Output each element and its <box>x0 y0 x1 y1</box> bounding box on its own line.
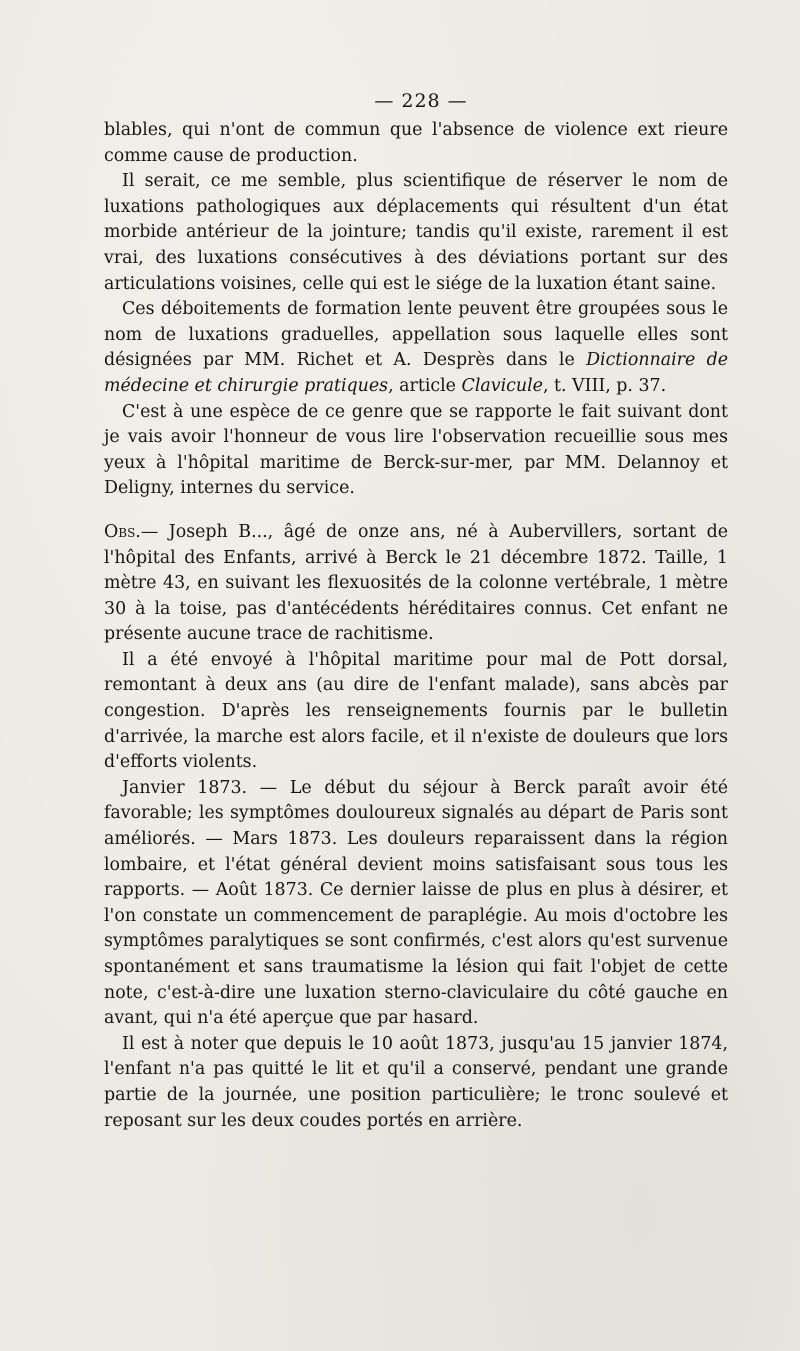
observation-paragraph <box>104 520 728 648</box>
dictionary-title: Dictionnaire de médecine et chirurgie pratiques <box>104 350 728 396</box>
paragraph-7: Janvier 1873. — Le début du séjour à Berck paraît avoir été favorable; les symptômes douloureux signalés au départ de Paris sont améliorés. — Mars 1873. Les douleurs reparaissent dans la région lombaire, et l'état général devient moins satisfaisant sous tous les rapports. — Août 1873. Ce dernier laisse de plus en plus à désirer, et l'on constate un commencement de paraplégie. Au mois d'octobre les symptômes paralytiques se sont confirmés, c'est alors qu'est survenue spontanément et sans traumatisme la lésion qui fait l'objet de cette note, c'est-à-dire une luxation sterno-claviculaire du côté gauche en avant, qui n'a été aperçue que par hasard. <box>104 777 728 1029</box>
paragraph-3 <box>104 297 728 399</box>
paragraph-6: Il a été envoyé à l'hôpital maritime pour mal de Pott dorsal, remontant à deux ans (au dire de l'enfant malade), sans abcès par congestion. D'après les renseignements fournis par le bulletin d'arrivée, la marche est alors facile, et il n'existe de douleurs que lors d'efforts violents. <box>104 649 728 773</box>
observation-text: — Joseph B..., âgé de onze ans, né à Aubervillers, sortant de l'hôpital des Enfants, arrivé à Berck le 21 décembre 1872. Taille, 1 mètre 43, en suivant les flexuosités de la colonne vertébrale, 1 mètre 30 à la toise, pas d'antécédents héréditaires connus. Cet enfant ne présente aucune trace de rachitisme. <box>104 521 728 645</box>
paragraph-8: Il est à noter que depuis le 10 août 1873, jusqu'au 15 janvier 1874, l'enfant n'a pas quitté le lit et qu'il a conservé, pendant une grande partie de la journée, une position particulière; le tronc soulevé et reposant sur les deux coudes portés en arrière. <box>104 1033 728 1131</box>
paragraph-3-part-2: , article <box>388 375 462 396</box>
section-spacer <box>104 502 728 520</box>
article-title: Clavicule <box>461 375 543 396</box>
paragraph-2: Il serait, ce me semble, plus scientifique de réserver le nom de luxations pathologiques aux déplacements qui résultent d'un état morbide antérieur de la jointure; tandis qu'il existe, rarement il est vrai, des luxations consécutives à des déviations portant sur des articulations voisines, celle qui est le siége de la luxation étant saine. <box>104 171 728 294</box>
observation-label: Obs. <box>104 521 141 542</box>
paragraph-4: C'est à une espèce de ce genre que se rapporte le fait suivant dont je vais avoir l'honneur de vous lire l'observation recueillie sous mes yeux à l'hôpital maritime de Berck-sur-mer, par MM. Delannoy et Deligny, internes du service. <box>104 401 728 499</box>
text-block <box>104 88 728 1134</box>
paragraph-1: blables, qui n'ont de commun que l'absence de violence ext rieure comme cause de production. <box>104 120 728 166</box>
paragraph-3-part-1: Ces déboitements de formation lente peuvent être groupées sous le nom de luxations graduelles, appellation sous laquelle elles sont désignées par MM. Richet et A. Desprès dans le <box>104 299 728 371</box>
paragraph-3-part-3: , t. VIII, p. 37. <box>542 375 667 396</box>
page-number: — 228 — <box>374 90 468 112</box>
